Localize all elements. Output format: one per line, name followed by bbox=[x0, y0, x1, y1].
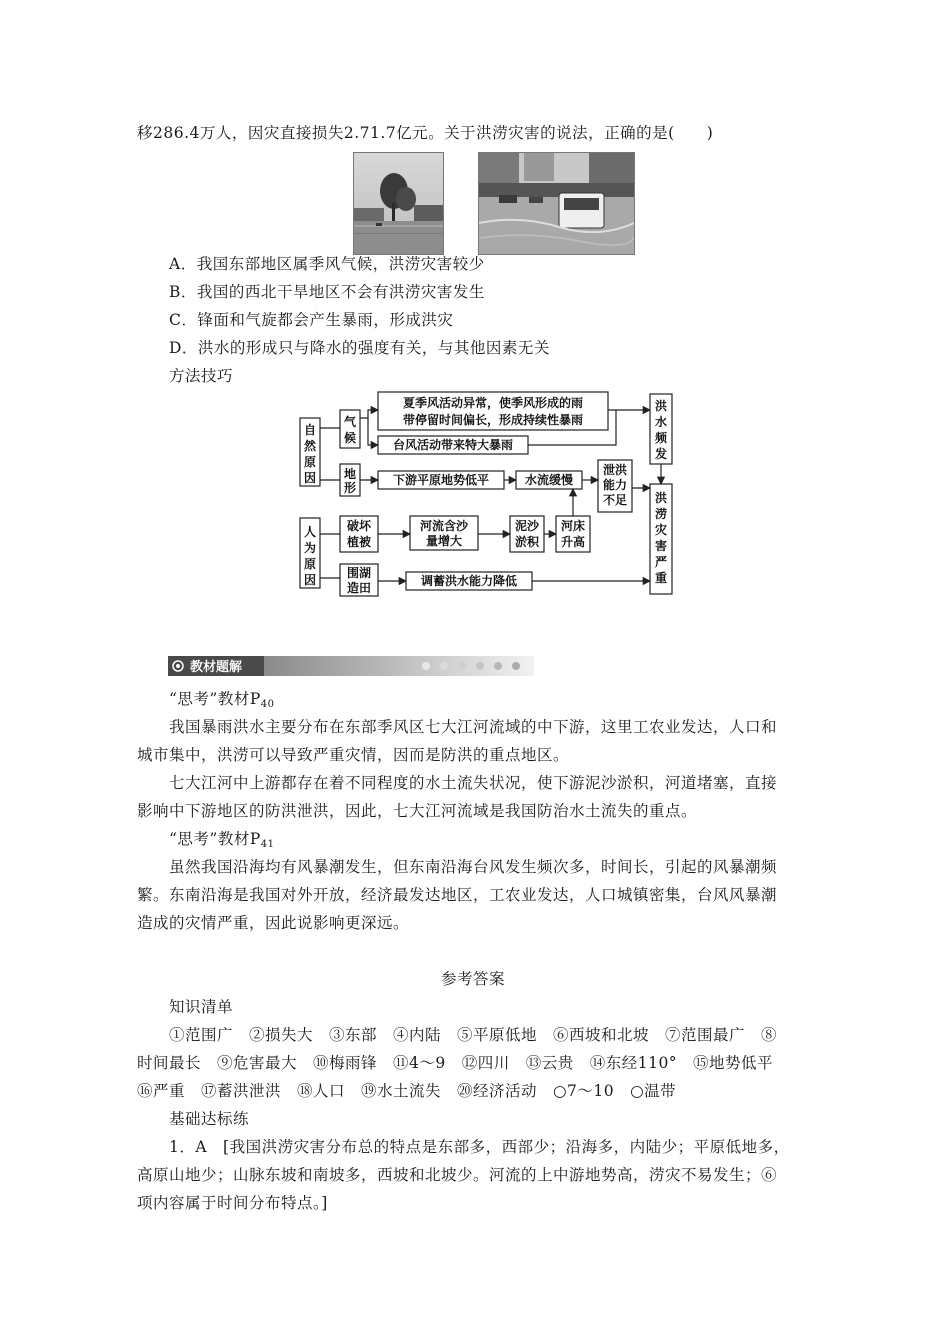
silt-1: 泥沙 bbox=[514, 519, 540, 533]
flood-cause-diagram bbox=[298, 388, 678, 598]
frequent-floods-1: 洪 bbox=[654, 399, 668, 413]
human-label-4: 因 bbox=[303, 573, 317, 587]
frequent-floods-2: 水 bbox=[654, 415, 668, 429]
natural-causes-label-4: 因 bbox=[303, 471, 317, 485]
flood-photo-left bbox=[353, 152, 444, 255]
think2-label: “思考”教材$P_{41}$ bbox=[169, 830, 275, 850]
human-label-3: 原 bbox=[303, 557, 317, 571]
natural-causes-label-1: 自 bbox=[303, 423, 317, 437]
climate-label-1: 气 bbox=[343, 415, 357, 429]
monsoon-text-1: 夏季风活动异常，使季风形成的雨 bbox=[402, 396, 584, 410]
drain-3: 不足 bbox=[602, 493, 628, 507]
dot-icon bbox=[476, 662, 484, 670]
reclaim-1: 围湖 bbox=[346, 566, 372, 580]
method-label: 方法技巧 bbox=[169, 367, 234, 385]
severe-2: 涝 bbox=[654, 507, 668, 521]
option-b: B．我国的西北干旱地区不会有洪涝灾害发生 bbox=[169, 283, 485, 301]
answer1-line-3: 项内容属于时间分布特点。] bbox=[137, 1194, 328, 1212]
section-header-bar bbox=[168, 656, 534, 676]
severe-1: 洪 bbox=[654, 491, 668, 505]
human-label-1: 人 bbox=[303, 525, 317, 539]
natural-causes-label-3: 原 bbox=[303, 455, 317, 469]
severe-3: 灾 bbox=[654, 523, 668, 537]
drain-1: 泄洪 bbox=[602, 463, 628, 477]
section-title: 教材题解 bbox=[190, 660, 243, 675]
typhoon-text: 台风活动带来特大暴雨 bbox=[392, 438, 514, 452]
riverbed-1: 河床 bbox=[560, 519, 586, 533]
storage-text: 调蓄洪水能力降低 bbox=[420, 574, 518, 588]
think1-label: “思考”教材$P_{40}$ bbox=[169, 690, 275, 710]
sediment-2: 量增大 bbox=[425, 534, 463, 548]
silt-2: 淤积 bbox=[514, 535, 540, 549]
frequent-floods-3: 频 bbox=[654, 431, 668, 445]
terrain-label-2: 形 bbox=[343, 481, 357, 495]
basic-label: 基础达标练 bbox=[169, 1110, 250, 1128]
option-d: D．洪水的形成只与降水的强度有关，与其他因素无关 bbox=[169, 339, 550, 357]
answers-title: 参考答案 bbox=[441, 970, 506, 988]
frequent-floods-4: 发 bbox=[654, 447, 668, 461]
think1-line-1: 我国暴雨洪水主要分布在东部季风区七大江河流域的中下游，这里工农业发达，人口和 bbox=[169, 718, 778, 736]
answer1-line-2: 高原山地少；山脉东坡和南坡多，西坡和北坡少。河流的上中游地势高，涝灾不易发生；⑥ bbox=[137, 1166, 778, 1184]
low-terrain-text: 下游平原地势低平 bbox=[392, 473, 490, 487]
severe-4: 害 bbox=[654, 539, 668, 553]
severe-5: 严 bbox=[654, 555, 668, 569]
flood-photo-right bbox=[478, 152, 635, 255]
dot-icon bbox=[512, 662, 520, 670]
knowledge-line-1: ①范围广 ②损失大 ③东部 ④内陆 ⑤平原低地 ⑥西坡和北坡 ⑦范围最广 ⑧ bbox=[169, 1026, 778, 1044]
sediment-1: 河流含沙 bbox=[419, 519, 469, 533]
dot-icon bbox=[458, 662, 466, 670]
knowledge-line-3: ⑯严重 ⑰蓄洪泄洪 ⑱人口 ⑲水土流失 ⑳经济活动 ○7～10 ○温带 bbox=[137, 1082, 677, 1100]
severe-6: 重 bbox=[654, 571, 668, 585]
option-a: A．我国东部地区属季风气候，洪涝灾害较少 bbox=[169, 255, 485, 273]
think1-line-2: 城市集中，洪涝可以导致严重灾情，因而是防洪的重点地区。 bbox=[137, 746, 570, 764]
terrain-label-1: 地 bbox=[343, 467, 357, 481]
reclaim-2: 造田 bbox=[346, 581, 372, 595]
climate-label-2: 候 bbox=[343, 431, 357, 445]
think2-line-1: 虽然我国沿海均有风暴潮发生，但东南沿海台风发生频次多，时间长，引起的风暴潮频 bbox=[169, 858, 778, 876]
think2-line-2: 繁。东南沿海是我国对外开放，经济最发达地区，工农业发达，人口城镇密集，台风风暴潮 bbox=[137, 886, 778, 904]
drain-2: 能力 bbox=[602, 478, 628, 492]
knowledge-line-2: 时间最长 ⑨危害最大 ⑩梅雨锋 ⑪4～9 ⑫四川 ⑬云贵 ⑭东经110° ⑮地势低平 bbox=[137, 1054, 774, 1072]
destroy-2: 植被 bbox=[346, 535, 372, 549]
destroy-1: 破坏 bbox=[346, 519, 372, 533]
natural-causes-label-2: 然 bbox=[303, 439, 317, 453]
think2-line-3: 造成的灾情严重，因此说影响更深远。 bbox=[137, 914, 410, 932]
think1-line-3: 七大江河中上游都存在着不同程度的水土流失状况，使下游泥沙淤积，河道堵塞，直接 bbox=[169, 774, 778, 792]
monsoon-text-2: 带停留时间偏长，形成持续性暴雨 bbox=[402, 413, 584, 427]
think1-line-4: 影响中下游地区的防洪泄洪，因此，七大江河流域是我国防治水土流失的重点。 bbox=[137, 802, 698, 820]
dot-icon bbox=[422, 662, 430, 670]
slow-flow-text: 水流缓慢 bbox=[524, 473, 574, 487]
knowledge-label: 知识清单 bbox=[169, 998, 234, 1016]
dot-icon bbox=[440, 662, 448, 670]
answer1-line-1: 1．A [我国洪涝灾害分布总的特点是东部多，西部少；沿海多，内陆少；平原低地多， bbox=[169, 1138, 790, 1156]
dot-icon bbox=[494, 662, 502, 670]
option-c: C．锋面和气旋都会产生暴雨，形成洪灾 bbox=[169, 311, 454, 329]
riverbed-2: 升高 bbox=[560, 535, 586, 549]
human-label-2: 为 bbox=[303, 541, 317, 555]
question-intro: 移286.4万人，因灾直接损失2.71.7亿元。关于洪涝灾害的说法，正确的是( ) bbox=[137, 124, 714, 142]
